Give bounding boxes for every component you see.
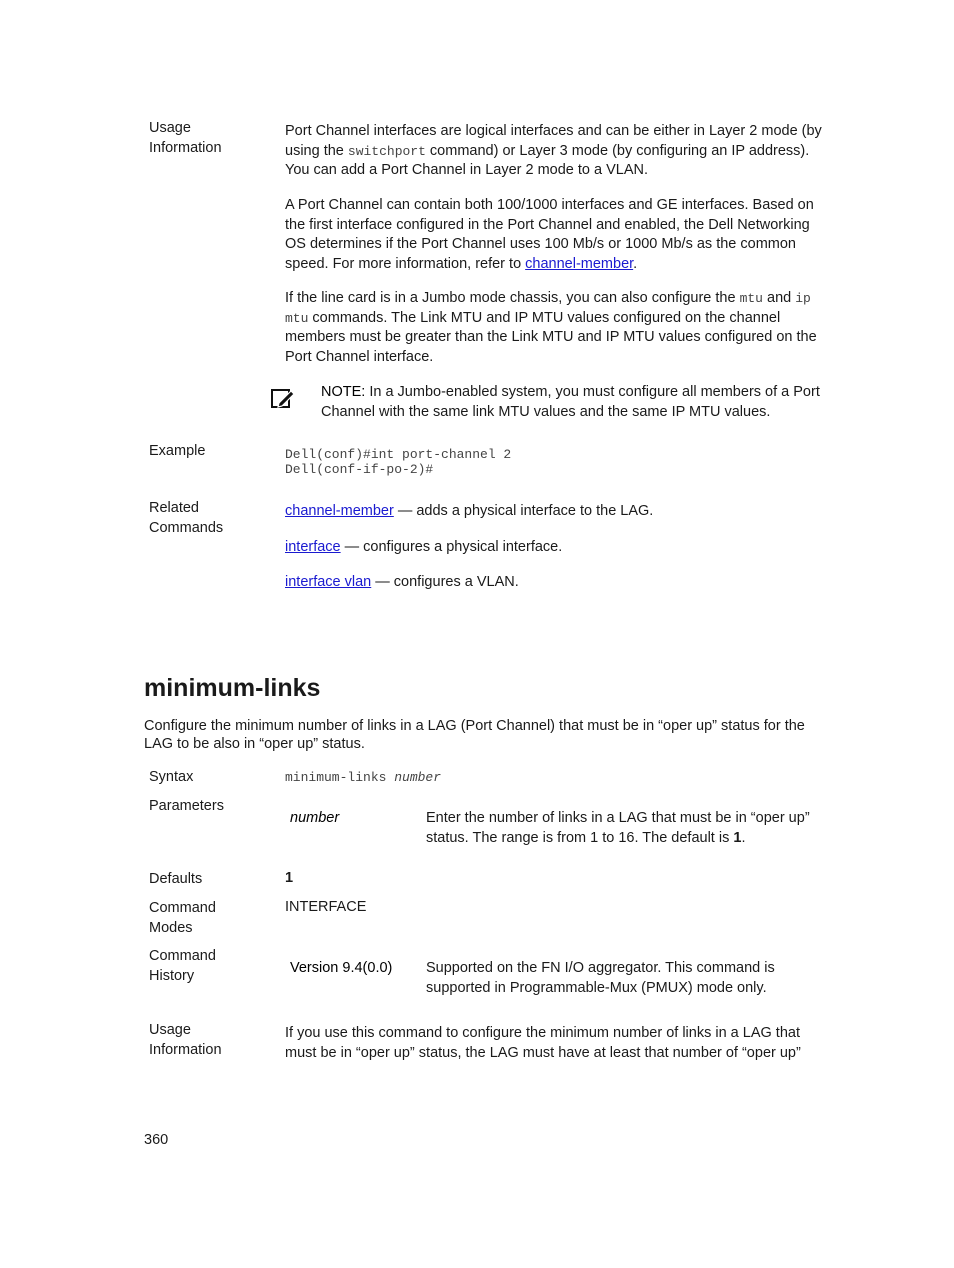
command-text: minimum-links [285,770,395,785]
text-line: Supported on the FN I/O aggregator. This command is [426,960,775,976]
text: In a Jumbo-enabled system, you must configure all members of a Port [365,384,820,400]
label-line: Command [149,900,216,916]
inline-code: ip [795,291,811,306]
usage-paragraph-1 [285,122,845,181]
text-line [285,255,845,275]
text-line [285,142,845,162]
text-line: LAG to be also in “oper up” status. [144,735,365,752]
usage-information-label [149,1021,222,1060]
command-modes-label [149,899,216,938]
text-line: members must be greater than the Link MTU and IP MTU values configured on the [285,329,817,345]
text: status. The range is from 1 to 16. The default is [426,829,734,846]
parameters-label: Parameters [149,798,224,814]
inline-code: switchport [347,143,426,159]
text-line [426,829,846,849]
text: If the line card is in a Jumbo mode chassis, you can also configure the [285,290,740,306]
text: command) or Layer 3 mode (by configuring an IP address). [425,142,810,159]
text-line: Port Channel interfaces are logical interfaces and can be either in Layer 2 mode (by [285,123,822,139]
text: . [741,829,746,846]
related-commands-label [149,499,223,538]
example-label: Example [149,443,206,459]
text-line: OS determines if the Port Channel uses 100 Mb/s or 1000 Mb/s as the common [285,236,796,252]
command-arg: number [394,770,442,785]
text-line: supported in Programmable-Mux (PMUX) mode only. [426,979,767,996]
related-desc: — adds a physical interface to the LAG. [393,503,654,519]
usage-information-label [149,119,222,158]
inline-code: mtu [739,291,763,306]
related-item [285,502,653,522]
example-code [285,447,511,477]
note-text [321,383,851,422]
label-line: Usage [149,120,191,136]
label-line: Command [149,948,216,964]
section-title: minimum-links [144,674,321,702]
note-label: NOTE: [321,384,366,400]
defaults-label: Defaults [149,871,203,887]
text-line: Enter the number of links in a LAG that must be in “oper up” [426,810,810,826]
code-line: Dell(conf-if-po-2)# [285,462,434,477]
text: using the [285,142,348,159]
label-line: Related [149,500,199,516]
parameter-name: number [290,810,340,826]
label-line: Usage [149,1022,191,1038]
related-item [285,573,519,593]
text-line: Channel with the same link MTU values and the same IP MTU values. [321,403,771,420]
text: commands. The Link MTU and IP MTU values configured on the channel [308,309,781,326]
text: and [762,290,796,306]
text: speed. For more information, refer to [285,255,526,272]
parameter-description [426,809,846,848]
usage-paragraph-2 [285,196,845,274]
syntax-command [285,770,441,785]
text-line [321,383,851,403]
channel-member-link[interactable]: channel-member [285,503,394,519]
usage-paragraph [285,1024,845,1063]
history-version: Version 9.4(0.0) [290,960,393,976]
text-line: Port Channel interface. [285,348,434,365]
text-line: If you use this command to configure the minimum number of links in a LAG that [285,1025,800,1041]
channel-member-link[interactable]: channel-member [525,255,634,272]
text-line [285,309,845,329]
related-item [285,538,562,558]
section-intro [144,718,844,753]
page-number: 360 [144,1132,169,1148]
inline-code: mtu [285,310,309,326]
note-pencil-icon [271,388,295,410]
usage-paragraph-3 [285,289,845,367]
label-line: Information [149,139,222,156]
default-value: 1 [733,829,742,846]
interface-link[interactable]: interface [285,539,341,555]
history-description [426,959,846,998]
label-line: History [149,967,195,984]
related-desc: — configures a physical interface. [340,539,563,555]
code-line: Dell(conf)#int port-channel 2 [285,447,512,462]
text-line: the first interface configured in the Port Channel and enabled, the Dell Networking [285,216,810,233]
text-line: Configure the minimum number of links in a LAG (Port Channel) that must be in “oper up” status for the [144,718,805,734]
syntax-label: Syntax [149,769,194,785]
label-line: Commands [149,519,224,536]
text: . [633,255,638,272]
interface-vlan-link[interactable]: interface vlan [285,574,372,590]
text-line: must be in “oper up” status, the LAG must have at least that number of “oper up” [285,1044,801,1061]
command-history-label [149,947,216,986]
label-line: Modes [149,919,193,936]
command-modes-value: INTERFACE [285,899,367,915]
text-line: You can add a Port Channel in Layer 2 mode to a VLAN. [285,162,649,178]
related-desc: — configures a VLAN. [371,574,519,590]
defaults-value: 1 [285,870,294,886]
text-line: A Port Channel can contain both 100/1000 interfaces and GE interfaces. Based on [285,197,814,213]
label-line: Information [149,1041,222,1058]
text-line [285,289,845,309]
